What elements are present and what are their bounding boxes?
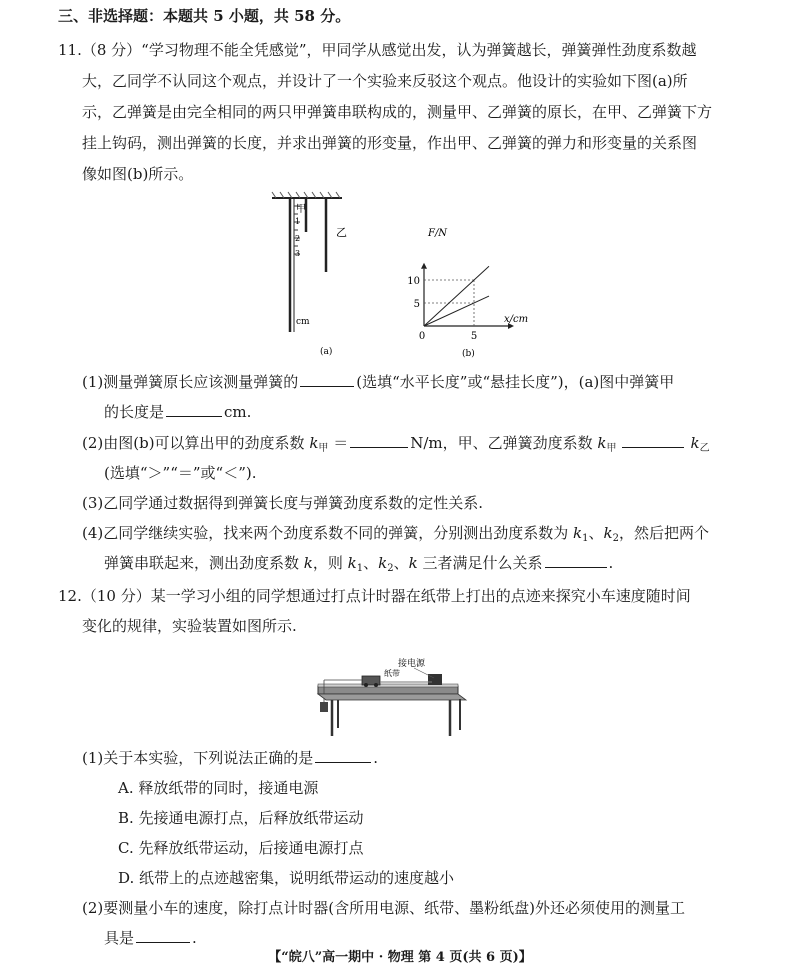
figure-b-caption: (b): [462, 349, 475, 359]
figure-a-caption: (a): [320, 347, 333, 357]
section-title: 三、非选择题：本题共 5 小题，共 58 分。: [58, 7, 351, 25]
tick-label-3: 3: [295, 249, 301, 258]
figure-a-springs: [270, 192, 370, 364]
answer-blank-5[interactable]: [545, 553, 607, 568]
q12-line-2: 变化的规律，实验装置如图所示.: [82, 617, 297, 635]
option-b[interactable]: B. 先接通电源打点，后释放纸带运动: [118, 809, 364, 827]
q11-part-2-line-2: (选填“＞”“＝”或“＜”).: [104, 464, 257, 482]
q11-part-4-line-1: (4)乙同学继续实验，找来两个劲度系数不同的弹簧，分别测出劲度系数为 $k_1$、$k_2$，然后把两个: [82, 524, 709, 544]
tick-label-1: 1: [295, 217, 301, 226]
q11-line-3: 示，乙弹簧是由完全相同的两只甲弹簧串联构成的，测量甲、乙弹簧的原长，在甲、乙弹簧下方: [82, 103, 713, 121]
x-tick-label-5: 5: [470, 331, 478, 342]
answer-blank-7[interactable]: [136, 928, 190, 943]
option-c[interactable]: C. 先释放纸带运动，后接通电源打点: [118, 839, 364, 857]
option-a[interactable]: A. 释放纸带的同时，接通电源: [118, 779, 319, 797]
origin-label: 0: [418, 331, 426, 342]
q11-part-4-line-2: 弹簧串联起来，测出劲度系数 k，则 $k_1$、$k_2$、k 三者满足什么关系 .: [104, 554, 614, 574]
q12-line-1: 12.（10 分）某一学习小组的同学想通过打点计时器在纸带上打出的点迹来探究小车速度随时间: [58, 587, 691, 605]
spring-a-label: 甲: [296, 204, 306, 215]
q11-line-2: 大，乙同学不认同这个观点，并设计了一个实验来反驳这个观点。他设计的实验如下图(a)所: [82, 72, 688, 90]
y-axis-label: F/N: [428, 228, 448, 239]
x-axis-label: x/cm: [504, 314, 529, 325]
series-line-2: [424, 296, 489, 326]
y-tick-label-5: 5: [413, 299, 420, 310]
y-tick-label-10: 10: [407, 276, 420, 287]
series-line-1: [424, 266, 489, 326]
option-d[interactable]: D. 纸带上的点迹越密集，说明纸带运动的速度越小: [118, 869, 455, 887]
q11-part-1-line-1: (1)测量弹簧原长应该测量弹簧的 (选填“水平长度”或“悬挂长度”)，(a)图中弹簧甲: [82, 373, 675, 391]
tick-label-2: 2: [295, 234, 301, 243]
q12-part-1: (1)关于本实验，下列说法正确的是 .: [82, 749, 379, 767]
q12-part-2-line-1: (2)要测量小车的速度，除打点计时器(含所用电源、纸带、墨粉纸盘)外还必须使用的测量工: [82, 899, 685, 917]
q12-part-2-line-2: 具是 .: [104, 929, 197, 947]
y-axis-arrow: [421, 263, 427, 269]
spring-b-label: 乙: [336, 226, 347, 239]
q11-part-1-line-2: 的长度是 cm.: [104, 403, 252, 421]
figure-timer-setup: [310, 652, 470, 742]
figure-b-chart: [402, 226, 529, 362]
answer-blank-3[interactable]: [350, 433, 408, 448]
answer-blank-4[interactable]: [622, 433, 684, 448]
answer-blank-2[interactable]: [166, 402, 222, 417]
q11-line-1: 11.（8 分）“学习物理不能全凭感觉”，甲同学从感觉出发，认为弹簧越长，弹簧弹性劲度系数越: [58, 41, 697, 59]
q11-part-3: (3)乙同学通过数据得到弹簧长度与弹簧劲度系数的定性关系.: [82, 494, 484, 512]
page-footer: 【“皖八”高一期中 · 物理 第 4 页(共 6 页)】: [268, 950, 532, 965]
q11-part-2-line-1: (2)由图(b)可以算出甲的劲度系数 $k_甲 = N/m$，甲、乙弹簧劲度系数 $k_甲$ $k_乙$: [82, 434, 710, 454]
answer-blank-1[interactable]: [300, 372, 354, 387]
ruler-unit: cm: [296, 317, 310, 327]
tape-label: 纸带: [384, 669, 400, 678]
power-label: 接电源: [398, 659, 426, 669]
q11-line-4: 挂上钩码，测出弹簧的长度，并求出弹簧的形变量，作出甲、乙弹簧的弹力和形变量的关系图: [82, 134, 698, 152]
answer-blank-6[interactable]: [315, 748, 371, 763]
q11-line-5: 像如图(b)所示。: [82, 165, 194, 183]
